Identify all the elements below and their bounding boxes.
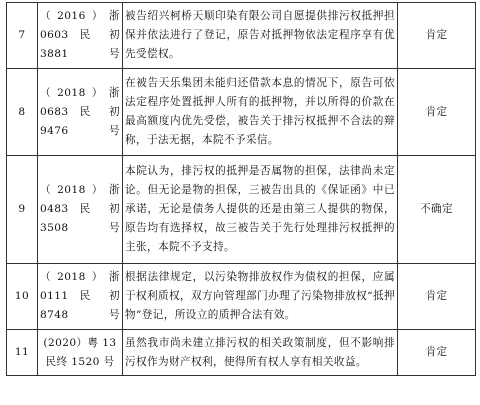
case-number-line: 3508 号	[40, 222, 120, 234]
case-number-line: 0603 民 初	[40, 29, 120, 41]
case-number-line: 0683 民 初	[40, 105, 120, 118]
result-cell: 肯定	[398, 264, 476, 330]
case-number-line: 0111 民 初	[40, 290, 120, 302]
table-row	[7, 3, 476, 69]
case-number-cell	[38, 69, 123, 156]
table-row	[7, 264, 476, 330]
case-number-line: 0483 民 初	[40, 203, 120, 215]
case-number-cell	[38, 330, 123, 376]
result-cell: 肯定	[398, 3, 476, 69]
result-cell: 肯定	[398, 69, 476, 156]
result-cell: 不确定	[398, 156, 476, 264]
case-number-line: （2018）浙	[40, 271, 120, 283]
judgment-text: 在被告天乐集团未能归还借款本息的情况下，原告可依法定程序处置抵押人所有的抵押物，并以所得的价款在最高额度内优先受偿，被告关于排污权抵押不合法的辩称，于法无据，本院不予采信。	[123, 69, 398, 156]
judgment-text: 被告绍兴柯桥天顺印染有限公司自愿提供排污权抵押担保并依法进行了登记，原告对抵押物依法定程序享有优先受偿权。	[123, 3, 398, 69]
row-number: 11	[7, 330, 38, 376]
judgment-text: 根据法律规定，以污染物排放权作为债权的担保，应属于权利质权，双方向管理部门办理了污染物排放权“抵押物”登记，所设立的质押合法有效。	[123, 264, 398, 330]
case-number-cell	[38, 264, 123, 330]
table-row	[7, 69, 476, 156]
row-number: 8	[7, 69, 38, 156]
row-number: 9	[7, 156, 38, 264]
case-number-line: 民终 1520 号	[45, 355, 115, 368]
case-number-line: （2016）浙	[40, 10, 120, 22]
judgment-text: 虽然我市尚未建立排污权的相关政策制度，但不影响排污权作为财产权利，使得所有权人享有相关收益。	[123, 330, 398, 376]
case-number-line: （2018）浙	[40, 86, 120, 99]
row-number: 10	[7, 264, 38, 330]
table-row	[7, 330, 476, 376]
case-number-line: 3881 号	[40, 48, 120, 60]
case-number-line: 8748 号	[40, 309, 120, 321]
table-row	[7, 156, 476, 264]
case-number-cell	[38, 3, 123, 69]
case-number-line: (2020）粤 13	[43, 336, 117, 349]
case-table	[6, 2, 476, 376]
case-number-cell	[38, 156, 123, 264]
result-cell: 肯定	[398, 330, 476, 376]
case-number-line: 9476 号	[40, 124, 120, 137]
case-number-line: （2018）浙	[40, 184, 120, 196]
row-number: 7	[7, 3, 38, 69]
judgment-text: 本院认为，排污权的抵押是否属物的担保，法律尚未定论。但无论是物的担保，三被告出具的《保证函》中已承诺，无论是债务人提供的还是由第三人提供的物保，原告均有选择权，故三被告关于先行处理排污权抵押的主张，本院不予支持。	[123, 156, 398, 264]
